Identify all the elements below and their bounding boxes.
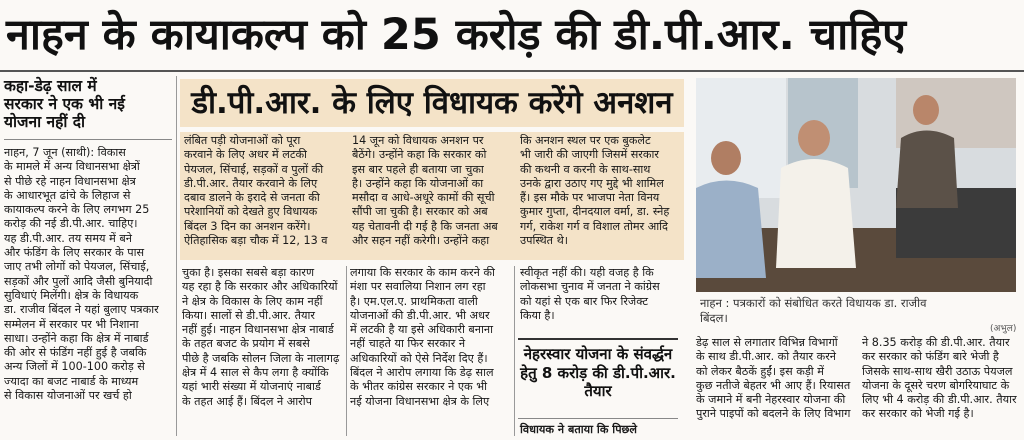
column-divider [346,266,347,436]
text-line: मंशा पर सवालिया निशान लग रहा [350,280,486,294]
text-line: कि अनशन स्थल पर एक बुकलेट [520,134,651,147]
text-line: पीछे है जबकि सोलन जिला के नालागढ़ [182,351,340,365]
text-line: हैं। इस मौके पर भाजपा नेता विनय [520,191,660,205]
text-line: को लेकर बैठकें हुईं। इस कड़ी में [696,364,824,378]
side-title-line: योजना नहीं दी [4,113,86,131]
text-line: क्षेत्र में 4 साल से कैप लगा है क्योंकि [182,366,329,380]
text-line: अधिकारियों को ऐसे निर्देश दिए हैं। [350,351,488,365]
text-line: किया। सालों से डी.पी.आर. तैयार [182,308,315,322]
text-line: के जमाने में बनी नेहरस्वार योजना की [696,393,846,407]
text-line: अन्य जिलों में 100-100 करोड़ से [4,360,145,374]
box2-title: नेहरस्वार योजना के संवर्द्धन हेतु 8 करोड़ की डी.पी.आर. तैयार [520,345,676,400]
text-line: सड़कों और पुलों आदि जैसी बुनियादी [4,274,153,288]
text-line: लंबित पड़ी योजनाओं को पूरा [184,134,301,147]
text-line: के भीतर कांग्रेस सरकार ने एक भी [350,380,487,394]
text-line: और सहन नहीं करेगी। उन्होंने कहा [352,234,490,248]
text-line: नहीं चाहते या फिर सरकार ने [350,337,466,351]
text-line: बैठेंगे। उन्होंने कहा कि सरकार को [352,148,487,162]
text-line: कर सरकार को भेजी गई है। [862,407,974,421]
photo-caption [700,296,1016,326]
text-line: डा. राजीव बिंदल ने यहां बुलाए पत्रकार [4,303,159,317]
text-line: के आधारभूत ढांचे के लिहाज से [4,188,131,202]
headline: नाहन के कायाकल्प को 25 करोड़ की डी.पी.आर. चाहिए [6,10,906,60]
text-line: में लटकी है या इसे अधिकारी बनाना [350,323,494,337]
text-line: से पीछे रहे नाहन विधानसभा क्षेत्र [4,174,136,188]
text-line: उनके द्वारा उठाए गए मुद्दे भी शामिल [520,176,664,190]
text-line: सम्मेलन में सरकार पर भी निशाना [4,317,139,331]
box2-divider [518,418,678,419]
text-line: और फंडिंग के लिए सरकार के पास [4,246,145,260]
text-line: के तहत आई हैं। बिंदल ने आरोप [182,394,313,408]
text-line: लगाया कि सरकार के काम करने की [350,266,495,279]
text-line: ने 8.35 करोड़ की डी.पी.आर. तैयार [862,336,1010,349]
box-column-3 [520,134,678,248]
text-line: यह चेतावनी दी गई है कि जनता अब [352,219,498,233]
text-line: कर सरकार को फंडिंग बारे भेजी है [862,350,999,364]
text-line: भी जारी की जाएगी जिसमें सरकार [520,148,659,162]
box2-body [520,423,678,437]
text-line: चुका है। इसका सबसे बड़ा कारण [182,266,315,279]
text-line: के साथ डी.पी.आर. को तैयार करने [696,350,837,364]
side-story-body [4,146,172,403]
body-column-1 [182,266,342,409]
side-title-line: कहा-डेढ़ साल में [4,77,97,95]
box-column-1 [184,134,342,248]
text-line: परेशानियों को देखते हुए विधायक [184,205,318,219]
subheadline: डी.पी.आर. के लिए विधायक करेंगे अनशन [180,79,684,127]
side-story-title [4,77,172,131]
text-line: सुविधाएं मिलेंगी। क्षेत्र के विधायक [4,288,139,302]
text-line: किया है। [520,308,555,322]
text-line: लोकसभा चुनाव में जनता ने कांग्रेस [520,280,660,294]
text-line: लिए भी 4 करोड़ की डी.पी.आर. तैयार [862,393,1017,407]
text-line: यहां भारी संख्या में योजनाएं नाबार्ड [182,380,321,394]
body-column-2 [350,266,510,409]
photo-credit: (अभुल) [990,324,1017,334]
text-line: योजना के दूसरे चरण बोगरियाघाट के [862,378,1010,392]
body-column-3 [520,266,678,323]
text-line: है। एम.एल.ए. प्राथमिकता वाली [350,294,478,308]
text-line: उपस्थित थे। [520,234,568,248]
text-line: गर्ग, राकेश गर्ग व विशाल तोमर आदि [520,219,669,233]
column-divider [514,266,515,436]
press-conference-photo [696,78,1016,292]
text-line: नई योजना विधानसभा क्षेत्र के लिए [350,394,490,408]
side-divider [4,139,172,140]
text-line: यह रहा है कि सरकार और अधिकारियों [182,280,338,294]
photo-illustration [696,78,1016,292]
text-line: को यहां से एक बार फिर रिजेक्ट [520,294,648,308]
side-title-line: सरकार ने एक भी नई [4,95,125,113]
text-line: की ओर से फंडिंग नहीं हुई है जबकि [4,346,147,360]
box2-top-rule [518,338,678,340]
text-line: दबाव डालने के इरादे से जनता की [184,191,320,205]
column-divider [176,76,177,436]
text-line: पुराने पाइपों को बदलने के लिए विभाग [696,407,851,421]
text-line: से विकास योजनाओं पर खर्च हो [4,389,132,403]
text-line: बिंदल ने आरोप लगाया कि डेढ़ साल [350,366,494,380]
text-line: जाए तभी लोगों को पेयजल, सिंचाई, [4,260,150,274]
text-line: नाहन, 7 जून (साथी): विकास [4,146,126,159]
text-line: नहीं हुई। नाहन विधानसभा क्षेत्र नाबार्ड [182,323,334,337]
right-column-2 [862,336,1018,422]
box-column-2 [352,134,510,248]
caption-line: बिंदल। [700,311,728,325]
text-line: की कथनी व करनी के साथ-साथ [520,162,651,176]
text-line: करोड़ की नई डी.पी.आर. चाहिए। [4,217,138,231]
text-line: यह डी.पी.आर. तय समय में बने [4,231,132,245]
text-line: ने क्षेत्र के विकास के लिए काम नहीं [182,294,323,308]
text-line: करवाने के लिए अधर में लटकी [184,148,307,162]
text-line: विधायक ने बताया कि पिछले [520,423,637,436]
text-line: 14 जून को विधायक अनशन पर [352,134,484,147]
text-line: बिंदल 3 दिन का अनशन करेंगे। [184,219,311,233]
text-line: पेयजल, सिंचाई, सड़कों व पुलों की [184,162,324,176]
text-line: कुछ नतीजे बेहतर भी आए हैं। रियासत [696,378,851,392]
right-column-1 [696,336,854,422]
text-line: योजनाओं की डी.पी.आर. भी अधर [350,308,490,322]
caption-line: नाहन : पत्रकारों को संबोधित करते विधायक डा. राजीव [700,296,927,310]
text-line: मसौदा व आधे-अधूरे कामों की सूची [352,191,495,205]
text-line: साधा। उन्होंने कहा कि क्षेत्र में नाबार्ड [4,331,149,345]
text-line: स्वीकृत नहीं की। यही वजह है कि [520,266,654,279]
text-line: है। उन्होंने कहा कि योजनाओं का [352,176,484,190]
text-line: ऐतिहासिक बड़ा चौक में 12, 13 व [184,234,328,248]
text-line: के मामले में अन्य विधानसभा क्षेत्रों [4,160,140,174]
text-line: कायाकल्प करने के लिए लगभग 25 [4,203,150,217]
text-line: सौंपी जा चुकी है। सरकार को अब [352,205,488,219]
headline-divider [0,70,1024,72]
text-line: कुमार गुप्ता, दीनदयाल वर्मा, डा. स्नेह [520,205,670,219]
text-line: ज्यादा का बजट नाबार्ड के माध्यम [4,374,139,388]
text-line: इस बार पहले ही बताया जा चुका [352,162,484,176]
text-line: के तहत बजट के प्रयोग में सबसे [182,337,310,351]
text-line: डी.पी.आर. तैयार करवाने के लिए [184,176,318,190]
text-line: जिसके साथ-साथ खैरी उठाऊ पेयजल [862,364,1013,378]
text-line: डेढ़ साल से लगातार विभिन्न विभागों [696,336,838,349]
